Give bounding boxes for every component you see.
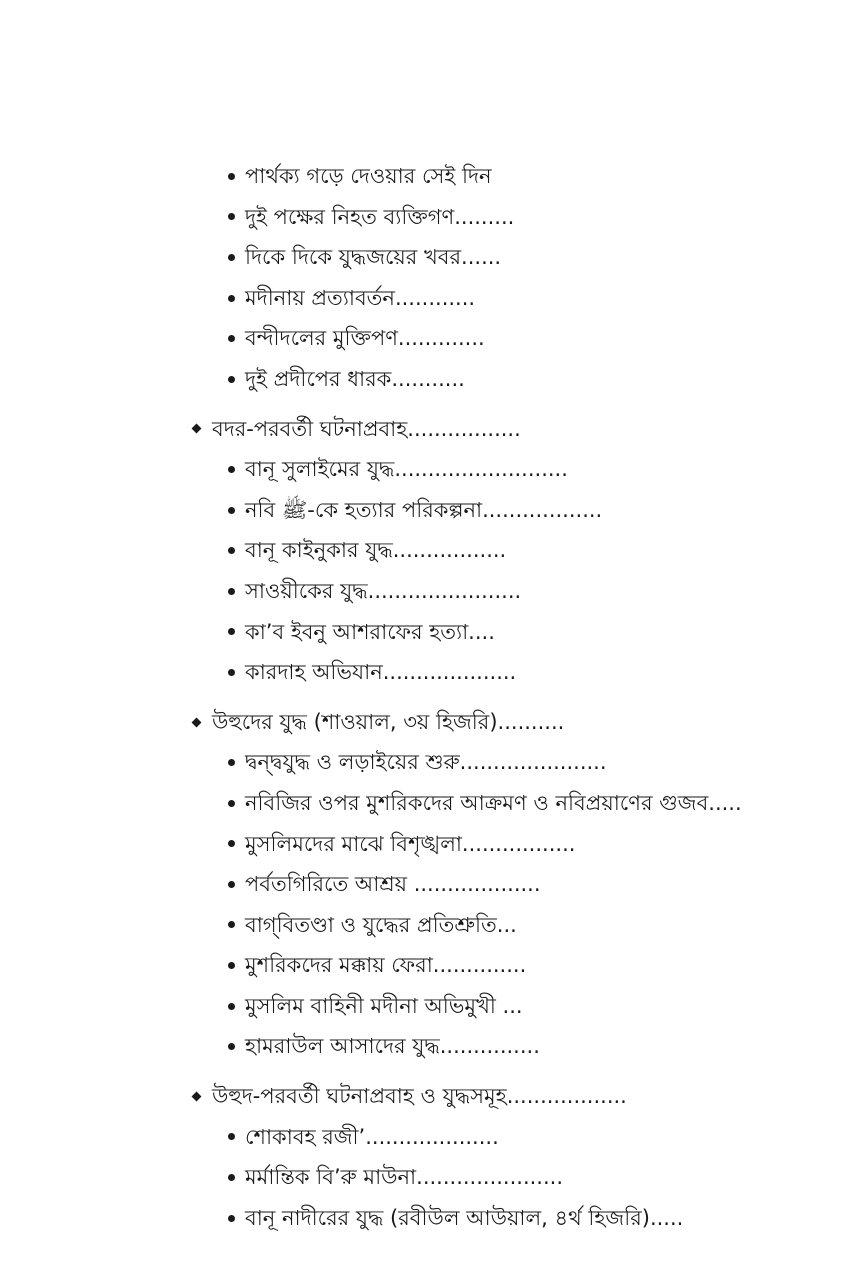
toc-entry xyxy=(0,742,868,783)
bullet-dot-icon xyxy=(228,507,235,514)
bullet-dot-icon xyxy=(228,335,235,342)
bullet-dot-icon xyxy=(228,547,235,554)
toc-section-text: উহুদের যুদ্ধ (শাওয়াল, ৩য় হিজরি).......... xyxy=(212,709,565,734)
toc-entry xyxy=(0,571,868,612)
bullet-dot-icon xyxy=(228,628,235,635)
toc-entry-text: দুই পক্ষের নিহত ব্যক্তিগণ......... xyxy=(245,204,515,229)
toc-entry-text: মুসলিম বাহিনী মদীনা অভিমুখী ... xyxy=(245,993,523,1018)
toc-section xyxy=(0,409,868,450)
toc-entry xyxy=(0,945,868,986)
toc-entry-text: মর্মান্তিক বি’রু মাউনা...................... xyxy=(245,1165,564,1190)
toc-entry-text: মুসলিমদের মাঝে বিশৃঙ্খলা................. xyxy=(245,831,576,856)
toc-entry-text: কা’ব ইবনু আশরাফের হত্যা.... xyxy=(245,619,495,644)
toc-entry xyxy=(0,986,868,1027)
bullet-dot-icon xyxy=(228,669,235,676)
toc-entry-text: বানূ নাদীরের যুদ্ধ (রবীউল আউয়াল, ৪র্থ হিজরি)..... xyxy=(245,1205,684,1230)
toc-entry xyxy=(0,359,868,400)
toc-entry xyxy=(0,652,868,693)
diamond-bullet-icon xyxy=(192,717,202,727)
bullet-dot-icon xyxy=(228,759,235,766)
toc-entry xyxy=(0,1198,868,1239)
toc-entry xyxy=(0,237,868,278)
bullet-dot-icon xyxy=(228,173,235,180)
toc-entry-text: বানূ কাইনুকার যুদ্ধ................. xyxy=(245,538,507,563)
bullet-dot-icon xyxy=(228,881,235,888)
toc-entry-text: পর্বতগিরিতে আশ্রয় ................... xyxy=(245,872,541,897)
toc-entry-text: বাগ্‌বিতণ্ডা ও যুদ্ধের প্রতিশ্রুতি... xyxy=(245,912,517,937)
diamond-bullet-icon xyxy=(192,424,202,434)
toc-entry xyxy=(0,783,868,824)
bullet-dot-icon xyxy=(228,800,235,807)
bullet-dot-icon xyxy=(228,1043,235,1050)
toc-entry-text: দিকে দিকে যুদ্ধজয়ের খবর...... xyxy=(245,245,502,270)
toc-entry-text: শোকাবহ রজী’.................... xyxy=(245,1124,499,1149)
toc-entry xyxy=(0,1026,868,1067)
bullet-dot-icon xyxy=(228,840,235,847)
toc-entry xyxy=(0,1157,868,1198)
bullet-dot-icon xyxy=(228,588,235,595)
toc-entry-text: মদীনায় প্রত্যাবর্তন............ xyxy=(245,285,476,310)
bullet-dot-icon xyxy=(228,1003,235,1010)
toc-section-text: উহুদ-পরবর্তী ঘটনাপ্রবাহ ও যুদ্ধসমূহ.................. xyxy=(212,1084,627,1109)
bullet-dot-icon xyxy=(228,213,235,220)
bullet-dot-icon xyxy=(228,962,235,969)
toc-entry xyxy=(0,156,868,197)
toc-entry xyxy=(0,197,868,238)
toc-entry xyxy=(0,1117,868,1158)
table-of-contents xyxy=(0,156,868,1238)
bullet-dot-icon xyxy=(228,1174,235,1181)
toc-entry xyxy=(0,318,868,359)
toc-entry xyxy=(0,530,868,571)
toc-section xyxy=(0,702,868,743)
toc-entry xyxy=(0,824,868,865)
bullet-dot-icon xyxy=(228,1133,235,1140)
toc-entry-text: দ্বন্দ্বযুদ্ধ ও লড়াইয়ের শুরু...................... xyxy=(245,750,607,775)
toc-entry-text: মুশরিকদের মক্কায় ফেরা.............. xyxy=(245,953,527,978)
diamond-bullet-icon xyxy=(192,1091,202,1101)
toc-entry xyxy=(0,490,868,531)
toc-entry-text: সাওয়ীকের যুদ্ধ....................... xyxy=(245,578,522,603)
toc-entry-text: কারদাহ অভিযান.................... xyxy=(245,660,517,685)
toc-entry-text: বন্দীদলের মুক্তিপণ............. xyxy=(245,326,485,351)
toc-entry-text: দুই প্রদীপের ধারক........... xyxy=(245,366,465,391)
toc-section xyxy=(0,1076,868,1117)
toc-entry-text: নবিজির ওপর মুশরিকদের আক্রমণ ও নবিপ্রয়াণের গুজব..... xyxy=(245,790,742,815)
bullet-dot-icon xyxy=(228,376,235,383)
toc-entry xyxy=(0,905,868,946)
bullet-dot-icon xyxy=(228,466,235,473)
toc-entry xyxy=(0,278,868,319)
toc-entry xyxy=(0,612,868,653)
toc-entry-text: হামরাউল আসাদের যুদ্ধ............... xyxy=(245,1034,540,1059)
toc-entry xyxy=(0,864,868,905)
toc-entry xyxy=(0,449,868,490)
toc-section-text: বদর-পরবর্তী ঘটনাপ্রবাহ................. xyxy=(212,416,521,441)
toc-entry-text: নবি ﷺ-কে হত্যার পরিকল্পনা.................. xyxy=(245,497,603,522)
bullet-dot-icon xyxy=(228,1215,235,1222)
toc-entry-text: পার্থক্য গড়ে দেওয়ার সেই দিন xyxy=(245,164,492,188)
toc-entry-text: বানূ সুলাইমের যুদ্ধ.......................... xyxy=(245,457,568,482)
bullet-dot-icon xyxy=(228,254,235,261)
bullet-dot-icon xyxy=(228,921,235,928)
bullet-dot-icon xyxy=(228,295,235,302)
